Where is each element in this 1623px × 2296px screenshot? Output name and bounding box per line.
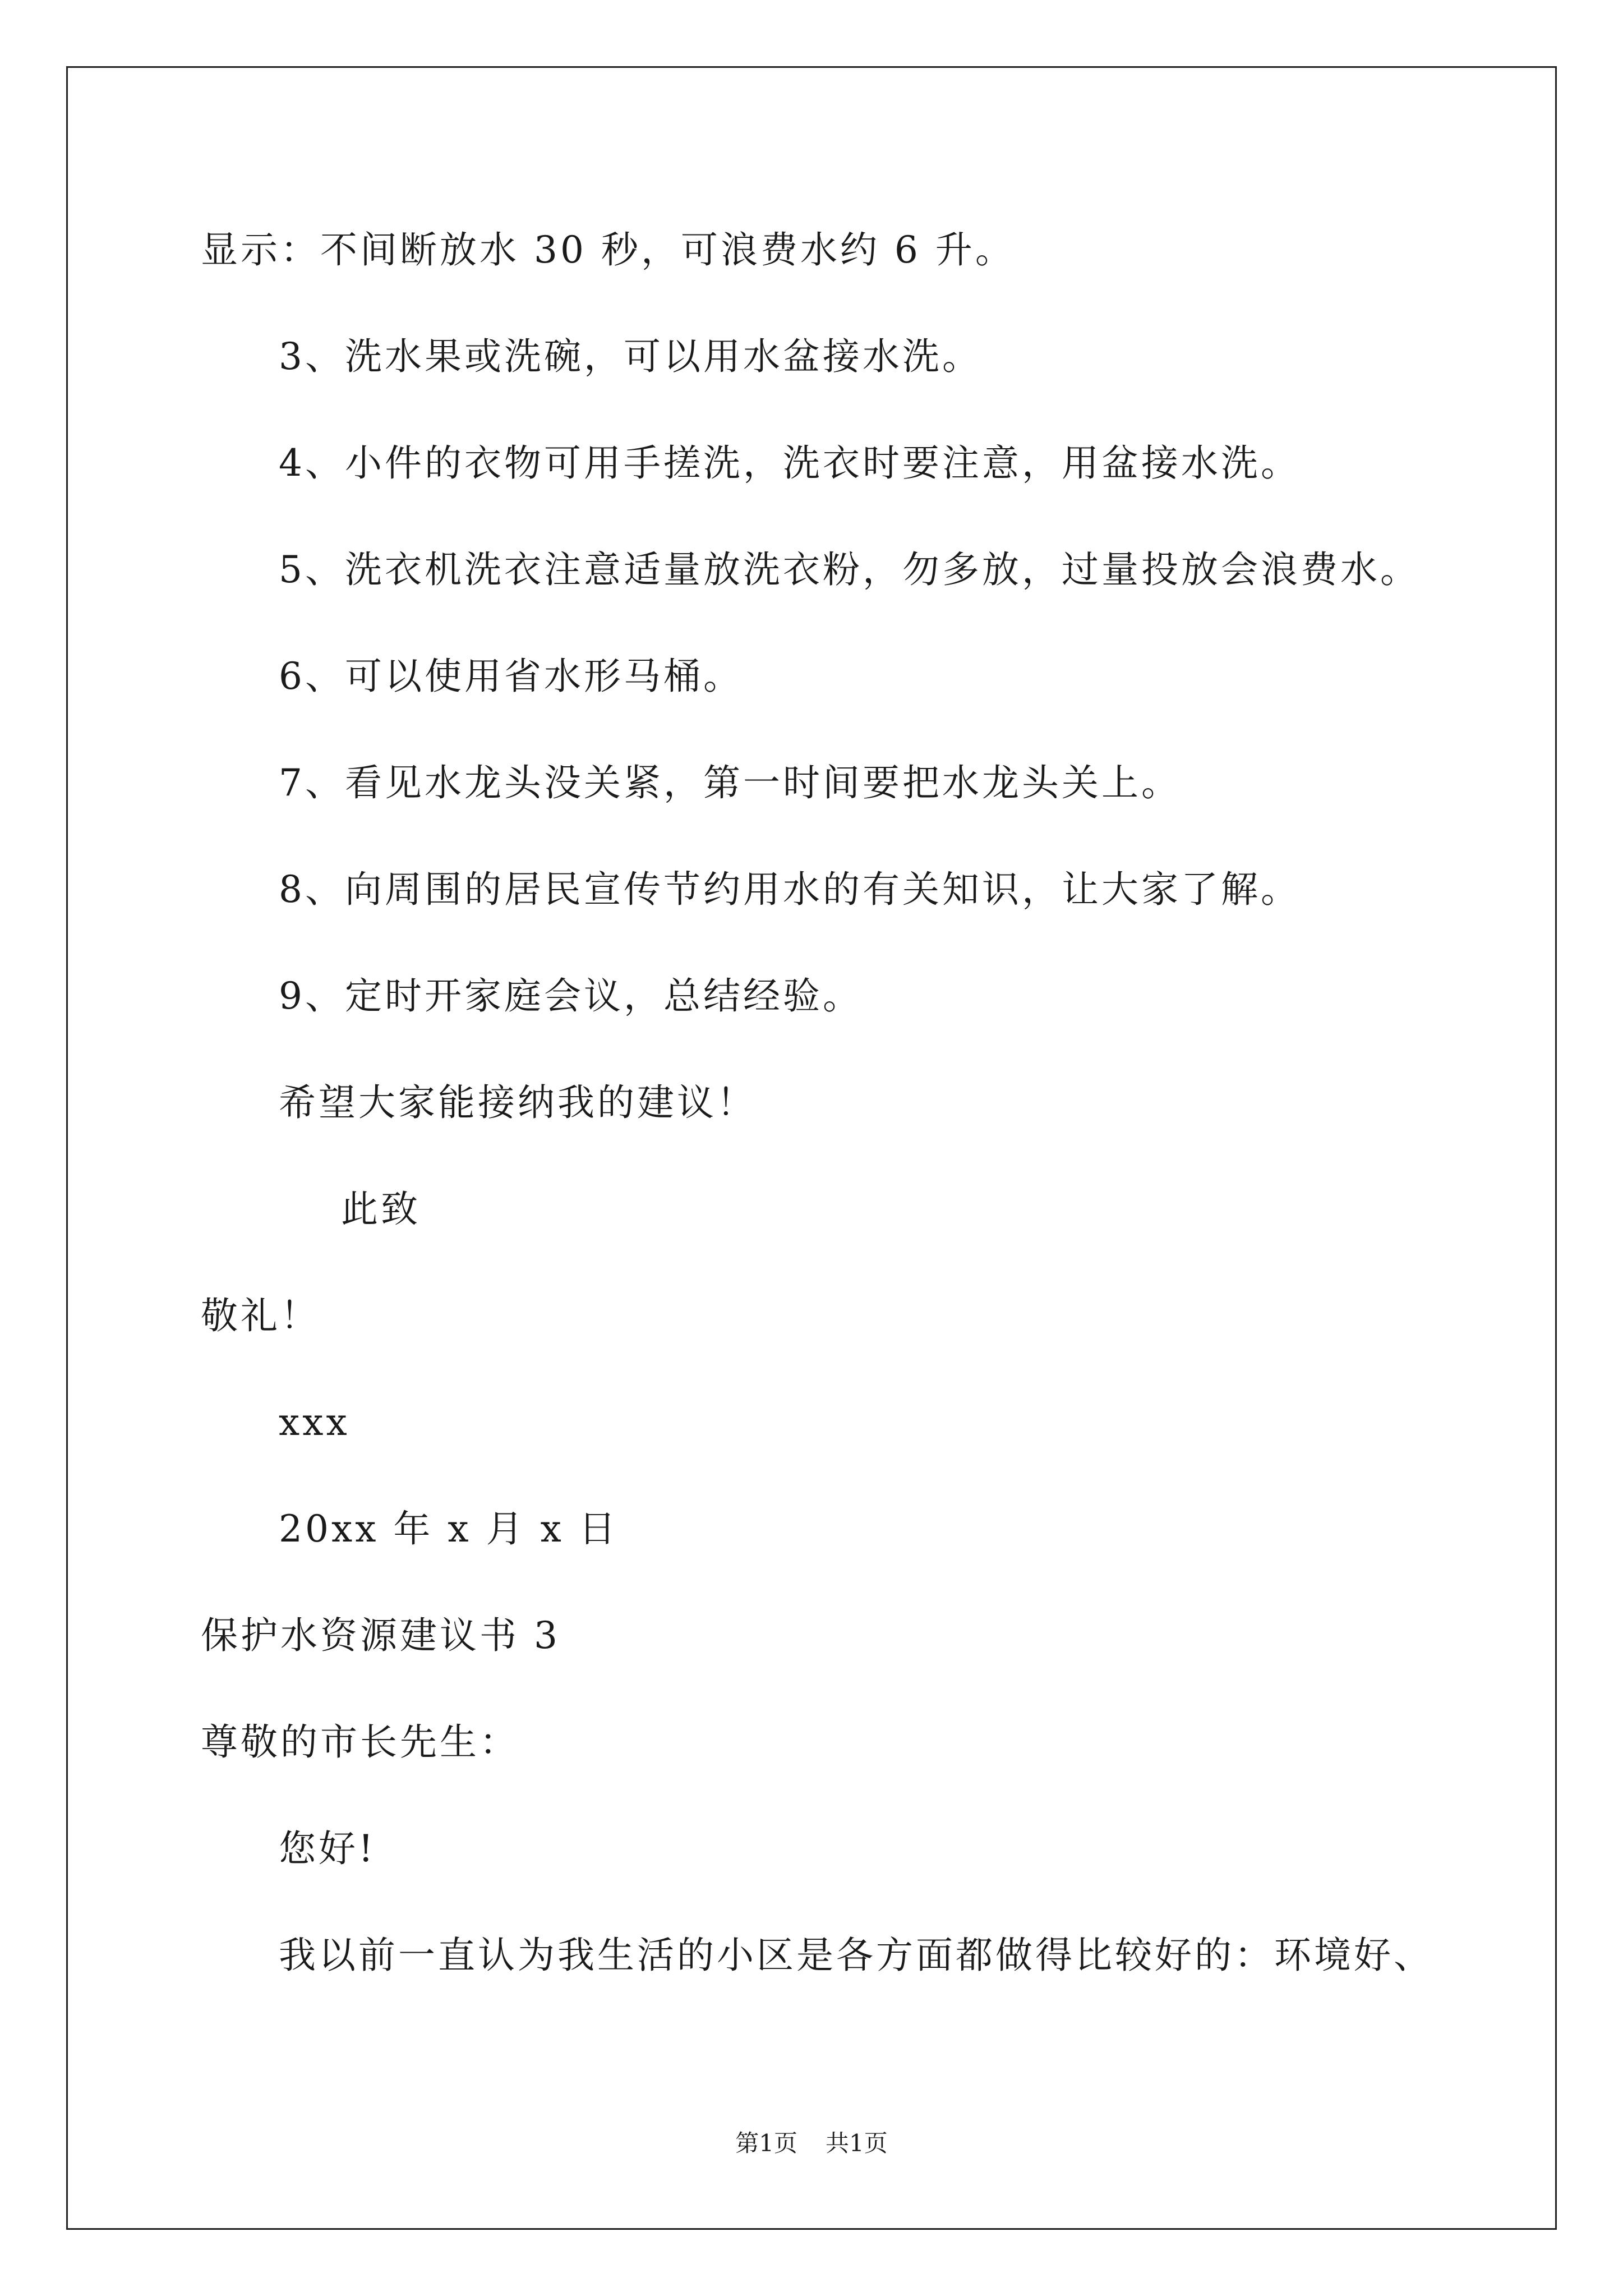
page-total: 共1页 [826, 2129, 888, 2157]
salutation-jingli: 敬礼！ [201, 1294, 320, 1337]
page-border [66, 66, 1557, 2230]
list-item-3: 3、洗水果或洗碗，可以用水盆接水洗。 [279, 335, 982, 378]
list-item-5: 5、洗衣机洗衣注意适量放洗衣粉，勿多放，过量投放会浪费水。 [279, 548, 1420, 591]
list-item-4: 4、小件的衣物可用手搓洗，洗衣时要注意，用盆接水洗。 [279, 441, 1301, 485]
text-line-1: 显示：不间断放水 30 秒，可浪费水约 6 升。 [201, 228, 1015, 272]
page-number: 第1页 [735, 2129, 797, 2157]
salutation-cizhi: 此致 [341, 1188, 421, 1231]
addressee: 尊敬的市长先生： [201, 1720, 519, 1764]
list-item-9: 9、定时开家庭会议，总结经验。 [279, 974, 863, 1018]
section-title: 保护水资源建议书 3 [201, 1614, 560, 1657]
greeting: 您好! [279, 1827, 376, 1870]
list-item-6: 6、可以使用省水形马桶。 [279, 655, 743, 698]
body-paragraph: 我以前一直认为我生活的小区是各方面都做得比较好的：环境好、 [279, 1934, 1433, 1977]
list-item-7: 7、看见水龙头没关紧，第一时间要把水龙头关上。 [279, 761, 1181, 804]
date: 20xx 年 x 月 x 日 [279, 1507, 619, 1550]
page-footer [0, 2129, 1623, 2157]
list-item-8: 8、向周围的居民宣传节约用水的有关知识，让大家了解。 [279, 868, 1301, 911]
signature: xxx [279, 1401, 350, 1444]
closing-wish: 希望大家能接纳我的建议！ [279, 1081, 757, 1124]
